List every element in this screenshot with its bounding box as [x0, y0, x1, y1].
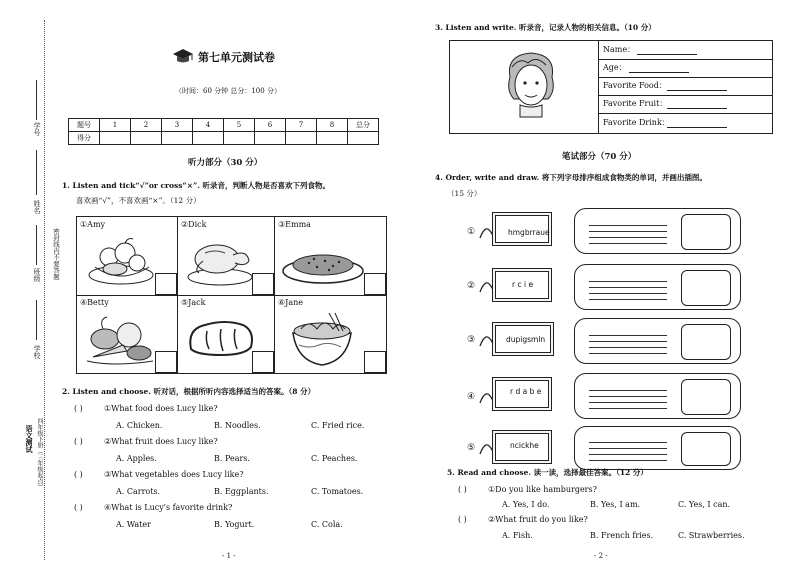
q3-row	[599, 95, 772, 114]
score-cell: 6	[255, 119, 286, 132]
q1-name-dick: ②Dick	[181, 220, 207, 229]
q1-answer-box[interactable]	[252, 351, 274, 373]
score-cell: 总分	[348, 119, 379, 132]
q3-row	[599, 77, 772, 96]
field-label-name: Name：	[603, 45, 636, 54]
binding-line-school	[36, 300, 37, 340]
q3-row	[599, 59, 772, 78]
scrambled-word: r d a b e	[510, 387, 542, 396]
q1-answer-box[interactable]	[252, 273, 274, 295]
q1-instruction-line2: 喜欢画“√”，不喜欢画“×”。（12 分）	[76, 196, 201, 205]
q3-row	[599, 41, 772, 60]
q4-instruction-line2: （15 分）	[447, 189, 482, 198]
section-listening-heading: 听力部分（30 分）	[188, 158, 263, 168]
answer-paren[interactable]: ( )	[458, 515, 467, 524]
field-label-food: Favorite Food：	[603, 81, 667, 90]
q4-writing-lines[interactable]	[589, 437, 667, 461]
q1-name-betty: ④Betty	[80, 298, 109, 307]
bread-icon	[185, 315, 255, 365]
q1-name-emma: ③Emma	[278, 220, 311, 229]
score-input-cell[interactable]	[193, 132, 224, 145]
binding-dotted-line	[44, 20, 45, 560]
q4-drawing-box[interactable]	[681, 379, 731, 415]
fruit-input-line[interactable]	[667, 108, 727, 109]
question-text: ③What vegetables does Lucy like?	[104, 470, 244, 479]
q4-drawing-box[interactable]	[681, 432, 731, 466]
q4-number: ①	[467, 227, 476, 237]
answer-paren[interactable]: ( )	[74, 404, 83, 413]
option-c: C. Tomatoes.	[311, 487, 364, 496]
q1-name-jane: ⑥Jane	[278, 298, 304, 307]
q4-drawing-box[interactable]	[681, 270, 731, 306]
q3-info-card	[449, 40, 773, 134]
girl-face-icon	[502, 47, 560, 131]
score-cell: 7	[286, 119, 317, 132]
score-cell: 1	[100, 119, 131, 132]
option-a: A. Carrots.	[116, 487, 161, 496]
q4-answer-frame	[574, 373, 741, 419]
q1-name-jack: ⑤Jack	[181, 298, 206, 307]
q1-name-amy: ①Amy	[80, 220, 106, 229]
score-cell: 5	[224, 119, 255, 132]
score-input-cell[interactable]	[100, 132, 131, 145]
q4-number: ③	[467, 335, 476, 345]
q1-answer-box[interactable]	[155, 273, 177, 295]
q4-drawing-box[interactable]	[681, 214, 731, 250]
score-input-cell[interactable]	[255, 132, 286, 145]
score-cell: 得分	[69, 132, 100, 145]
option-b: B. Eggplants.	[214, 487, 269, 496]
score-table-score-row	[69, 132, 379, 145]
option-c: C. Strawberries.	[678, 531, 745, 540]
field-label-age: Age：	[603, 63, 627, 72]
page-number-2: - 2 -	[594, 552, 608, 560]
option-a: A. Fish.	[502, 531, 533, 540]
q4-writing-lines[interactable]	[589, 220, 667, 244]
option-b: B. French fries.	[590, 531, 654, 540]
option-a: A. Yes, I do.	[502, 500, 550, 509]
score-input-cell[interactable]	[286, 132, 317, 145]
age-input-line[interactable]	[629, 72, 689, 73]
q4-answer-frame	[574, 208, 741, 254]
q4-writing-lines[interactable]	[589, 385, 667, 409]
product-title: 语文测试	[25, 425, 34, 453]
scrambled-word: ncickhe	[510, 441, 539, 450]
score-table	[68, 118, 379, 145]
option-b: B. Noodles.	[214, 421, 261, 430]
score-input-cell[interactable]	[348, 132, 379, 145]
q1-answer-box[interactable]	[364, 273, 386, 295]
option-c: C. Peaches.	[311, 454, 358, 463]
score-cell: 4	[193, 119, 224, 132]
option-b: B. Yes, I am.	[590, 500, 641, 509]
exam-meta: （时间：60 分钟 总分：100 分）	[175, 87, 281, 95]
option-a: A. Apples.	[116, 454, 157, 463]
fruit-basket-icon	[85, 231, 157, 291]
scrambled-word: hmgbrraue	[508, 228, 550, 237]
name-input-line[interactable]	[637, 54, 697, 55]
graduation-cap-icon	[172, 48, 194, 68]
option-a: A. Chicken.	[116, 421, 163, 430]
roast-chicken-icon	[185, 231, 255, 293]
page-number-1: - 1 -	[222, 552, 236, 560]
q3-row	[599, 113, 772, 133]
q4-answer-frame	[574, 426, 741, 470]
binding-line-id	[36, 80, 37, 120]
page-title: 第七单元测试卷	[198, 51, 275, 64]
score-table-header-row	[69, 119, 379, 132]
binding-warning: 密封线内不要答题	[52, 228, 60, 280]
drink-input-line[interactable]	[667, 127, 727, 128]
section-written-heading: 笔试部分（70 分）	[562, 152, 637, 162]
food-input-line[interactable]	[667, 90, 727, 91]
answer-paren[interactable]: ( )	[74, 470, 83, 479]
vegetables-icon	[83, 309, 157, 373]
question-text: ④What is Lucy's favorite drink?	[104, 503, 233, 512]
binding-label-class: 班级	[33, 268, 41, 282]
q2-instruction: 2. Listen and choose. 听对话，根据所听内容选择适当的答案。（8 分）	[62, 387, 316, 396]
field-label-fruit: Favorite Fruit：	[603, 99, 668, 108]
question-text: ②What fruit does Lucy like?	[104, 437, 218, 446]
q4-number: ④	[467, 392, 476, 402]
option-a: A. Water	[116, 520, 151, 529]
q4-number: ⑤	[467, 443, 476, 453]
grid-divider	[77, 295, 386, 296]
score-cell: 8	[317, 119, 348, 132]
noodle-bowl-icon	[289, 311, 355, 373]
score-input-cell[interactable]	[162, 132, 193, 145]
binding-label-name: 姓名	[33, 200, 41, 214]
product-subtitle: 四年级下册（三年级起点）	[36, 418, 43, 490]
question-text: ②What fruit do you like?	[488, 515, 588, 524]
q4-instruction-line1: 4. Order, write and draw. 将下列字母排序组成食物类的单词，并画出插图。	[435, 173, 707, 182]
option-c: C. Yes, I can.	[678, 500, 731, 509]
answer-paren[interactable]: ( )	[458, 485, 467, 494]
binding-label-school: 学校	[33, 345, 41, 359]
q1-grid	[76, 216, 387, 374]
score-cell: 题号	[69, 119, 100, 132]
scrambled-word: r c i e	[512, 280, 534, 289]
option-b: B. Yogurt.	[214, 520, 255, 529]
binding-label-id: 学号	[33, 122, 41, 136]
q5-instruction: 5. Read and choose. 读一读，选择最佳答案。（12 分）	[447, 468, 648, 477]
score-cell: 3	[162, 119, 193, 132]
scrambled-word: dupigsmln	[506, 335, 546, 344]
binding-line-name	[36, 150, 37, 195]
question-text: ①Do you like hamburgers?	[488, 485, 597, 494]
score-input-cell[interactable]	[317, 132, 348, 145]
q3-instruction: 3. Listen and write. 听录音，记录人物的相关信息。（10 分）	[435, 23, 656, 32]
answer-paren[interactable]: ( )	[74, 503, 83, 512]
option-c: C. Fried rice.	[311, 421, 365, 430]
q1-answer-box[interactable]	[364, 351, 386, 373]
option-b: B. Pears.	[214, 454, 250, 463]
q4-answer-frame	[574, 264, 741, 310]
binding-line-class	[36, 225, 37, 265]
q1-answer-box[interactable]	[155, 351, 177, 373]
answer-paren[interactable]: ( )	[74, 437, 83, 446]
q1-instruction-line1: 1. Listen and tick“√”or cross“×”. 听录音，判断人物是否喜欢下列食物。	[62, 181, 331, 190]
fried-rice-icon	[281, 237, 365, 291]
score-cell: 2	[131, 119, 162, 132]
option-c: C. Cola.	[311, 520, 343, 529]
q4-writing-lines[interactable]	[589, 330, 667, 354]
field-label-drink: Favorite Drink：	[603, 118, 670, 127]
question-text: ①What food does Lucy like?	[104, 404, 218, 413]
q4-number: ②	[467, 281, 476, 291]
q4-writing-lines[interactable]	[589, 276, 667, 300]
score-input-cell[interactable]	[131, 132, 162, 145]
q4-answer-frame	[574, 318, 741, 364]
score-input-cell[interactable]	[224, 132, 255, 145]
q4-drawing-box[interactable]	[681, 324, 731, 360]
